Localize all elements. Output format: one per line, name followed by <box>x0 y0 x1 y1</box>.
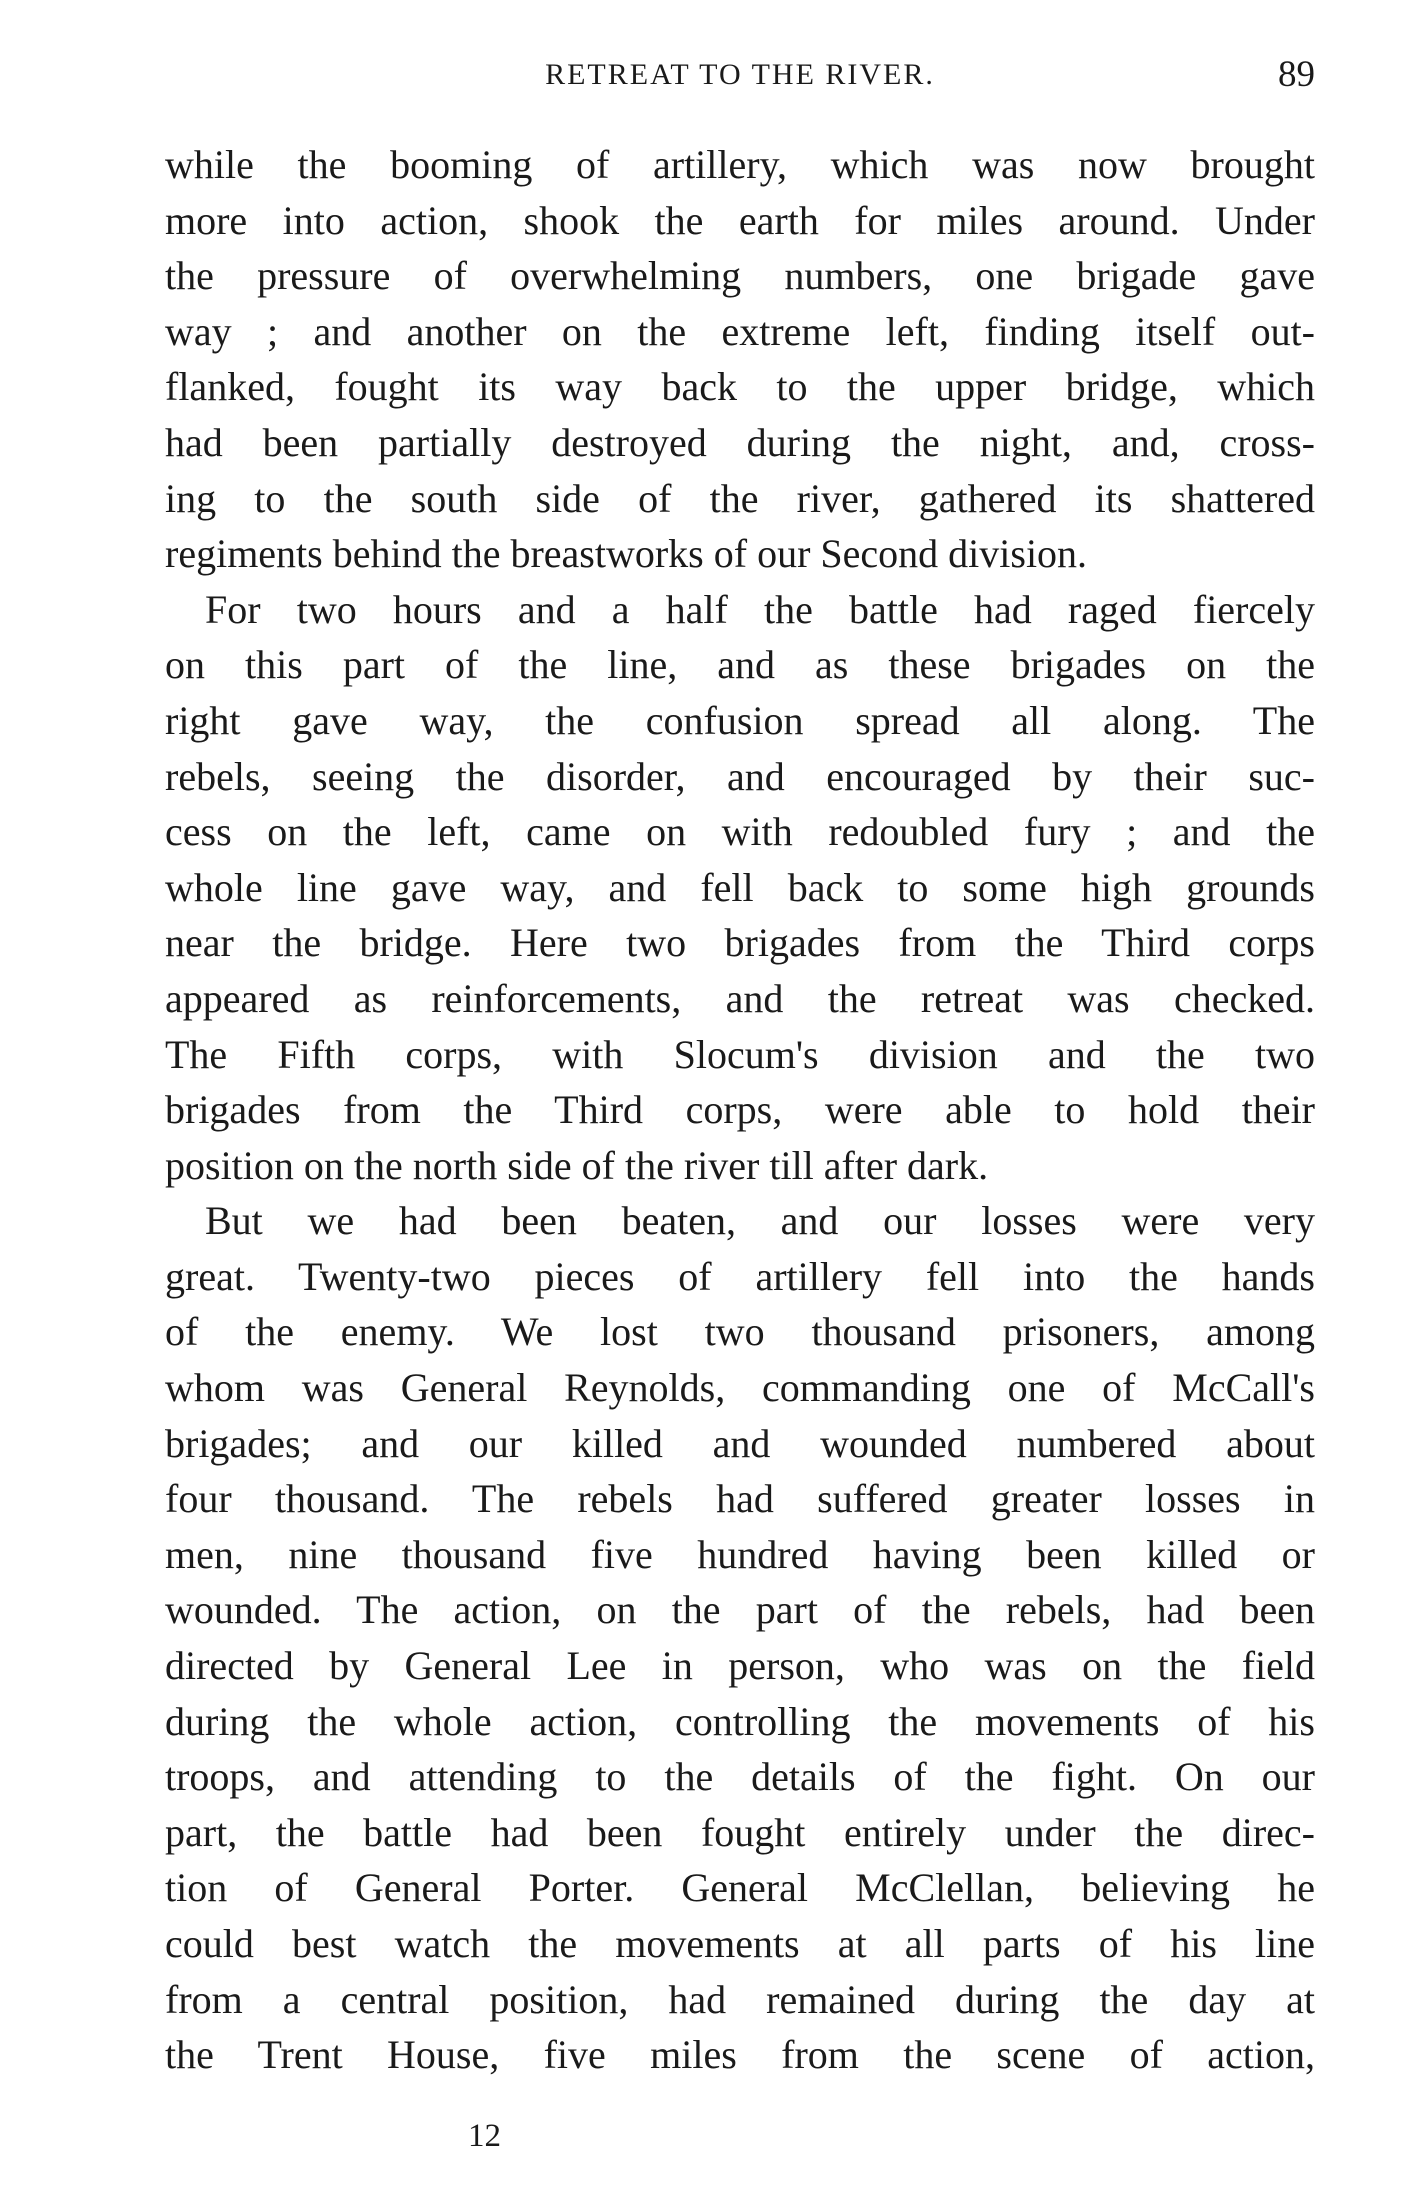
text-line: near the bridge. Here two brigades from the Third corps <box>165 920 1315 966</box>
text-line: while the booming of artillery, which was now brought <box>165 142 1315 187</box>
text-line: flanked, fought its way back to the upper bridge, which <box>165 364 1315 410</box>
text-line: rebels, seeing the disorder, and encouraged by their suc- <box>165 753 1315 799</box>
text-line: position on the north side of the river till after dark. <box>165 1142 989 1188</box>
text-line: right gave way, the confusion spread all along. The <box>165 697 1315 743</box>
text-line: brigades from the Third corps, were able to hold their <box>165 1087 1315 1133</box>
text-line: whom was General Reynolds, commanding one of McCall's <box>165 1365 1315 1411</box>
text-line: brigades; and our killed and wounded numbered about <box>165 1420 1315 1466</box>
text-line: The Fifth corps, with Slocum's division and the two <box>165 1031 1315 1077</box>
body-text <box>165 137 1315 2083</box>
text-line: more into action, shook the earth for miles around. Under <box>165 197 1315 243</box>
text-line: regiments behind the breastworks of our Second division. <box>165 531 1088 577</box>
running-head <box>165 50 1315 100</box>
text-line: from a central position, had remained during the day at <box>165 1976 1315 2022</box>
text-line: during the whole action, controlling the movements of his <box>165 1698 1315 1744</box>
text-line: way ; and another on the extreme left, finding itself out- <box>165 308 1315 354</box>
paragraph-start-line: For two hours and a half the battle had raged fiercely <box>205 586 1315 632</box>
text-line: on this part of the line, and as these brigades on the <box>165 642 1315 688</box>
running-title: RETREAT TO THE RIVER. <box>545 58 935 91</box>
text-line: the pressure of overwhelming numbers, one brigade gave <box>165 253 1315 299</box>
signature-mark: 12 <box>468 2118 501 2154</box>
text-line: ing to the south side of the river, gathered its shattered <box>165 475 1315 521</box>
text-line: tion of General Porter. General McClellan, believing he <box>165 1865 1315 1911</box>
text-line: wounded. The action, on the part of the rebels, had been <box>165 1587 1315 1633</box>
text-line: whole line gave way, and fell back to some high grounds <box>165 864 1315 910</box>
page-number: 89 <box>1278 54 1315 95</box>
text-line: directed by General Lee in person, who was on the field <box>165 1643 1315 1689</box>
text-line: great. Twenty-two pieces of artillery fell into the hands <box>165 1253 1315 1299</box>
paragraph-start-line: But we had been beaten, and our losses were very <box>205 1198 1315 1244</box>
text-line: could best watch the movements at all parts of his line <box>165 1921 1315 1966</box>
text-line: of the enemy. We lost two thousand prisoners, among <box>165 1309 1315 1355</box>
text-line: part, the battle had been fought entirely under the direc- <box>165 1809 1315 1855</box>
text-line: cess on the left, came on with redoubled fury ; and the <box>165 809 1315 855</box>
text-line: four thousand. The rebels had suffered greater losses in <box>165 1476 1315 1522</box>
text-line: men, nine thousand five hundred having been killed or <box>165 1531 1315 1577</box>
text-line: the Trent House, five miles from the scene of action, <box>165 2032 1315 2078</box>
text-line: troops, and attending to the details of the fight. On our <box>165 1754 1315 1800</box>
text-line: appeared as reinforcements, and the retreat was checked. <box>165 975 1315 1021</box>
text-line: had been partially destroyed during the night, and, cross- <box>165 419 1315 465</box>
